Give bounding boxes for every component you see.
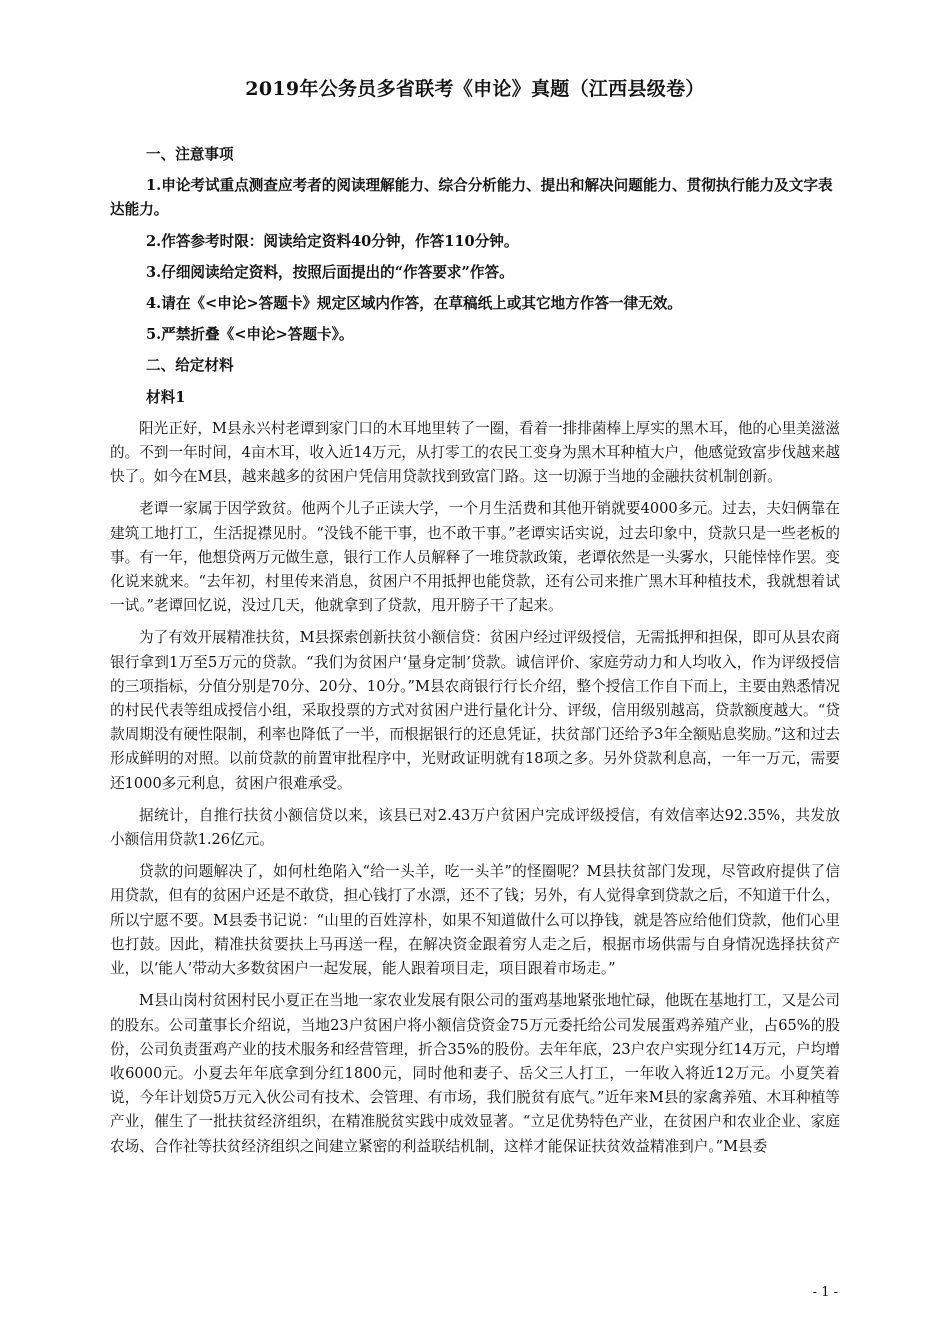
document-body (110, 143, 840, 1167)
document-title: 2019年公务员多省联考《申论》真题（江西县级卷） (245, 78, 705, 100)
material-paragraph: 为了有效开展精准扶贫，M县探索创新扶贫小额信贷：贫困户经过评级授信，无需抵押和担保，即可从县农商银行拿到1万至5万元的贷款。“我们为贫困户‘量身定制’贷款。诚信评价、家庭劳动力和人均收入，作为评级授信的三项指标，分值分别是70分、20分、10分。”M县农商银行行长介绍，整个授信工作自下而上，主要由熟悉情况的村民代表等组成授信小组，采取投票的方式对贫困户进行量化计分、评级，信用级别越高，贷款额度越大。“贷款周期没有硬性限制，利率也降低了一半，而根据银行的还息凭证，扶贫部门还给予3年全额贴息奖励。”这和过去形成鲜明的对照。以前贷款的前置审批程序中，光财政证明就有18项之多。另外贷款利息高，一年一万元，需要还1000多元利息，贫困户很难承受。 (110, 629, 840, 792)
material-paragraph: M县山岗村贫困村民小夏正在当地一家农业发展有限公司的蛋鸡基地紧张地忙碌，他既在基地打工，又是公司的股东。公司董事长介绍说，当地23户贫困户将小额信贷资金75万元委托给公司发展蛋鸡养殖产业，占65%的股份，公司负责蛋鸡产业的技术服务和经营管理，折合35%的股份。去年年底，23户农户实现分红14万元，户均增收6000元。小夏去年年底拿到分红1800元，同时他和妻子、岳父三人打工，一年收入将近12万元。小夏笑着说，今年计划贷5万元入伙公司有技术、会管理、有市场，我们脱贫有底气。”近年来M县的家禽养殖、木耳种植等产业，催生了一批扶贫经济组织，在精准脱贫实践中成效显著。“立足优势特色产业，在贫困户和农业企业、家庭农场、合作社等扶贫经济组织之间建立紧密的利益联结机制，这样才能保证扶贫效益精准到户。”M县委 (110, 992, 840, 1155)
material-paragraph: 阳光正好，M县永兴村老谭到家门口的木耳地里转了一圈，看着一排排菌棒上厚实的黑木耳，他的心里美滋滋的。不到一年时间，4亩木耳，收入近14万元，从打零工的农民工变身为黑木耳种植大户，他感觉致富步伐越来越快了。如今在M县，越来越多的贫困户凭信用贷款找到致富门路。这一切源于当地的金融扶贫机制创新。 (110, 419, 840, 486)
material-paragraph: 据统计，自推行扶贫小额信贷以来，该县已对2.43万户贫困户完成评级授信，有效信率达92.35%，共发放小额信用贷款1.26亿元。 (110, 806, 840, 849)
note-item: 5.严禁折叠《<申论>答题卡》。 (146, 326, 354, 344)
material-paragraph: 贷款的问题解决了，如何杜绝陷入“给一头羊，吃一头羊”的怪圈呢？M县扶贫部门发现，尽管政府提供了信用贷款，但有的贫困户还是不敢贷，担心钱打了水漂，还不了钱；另外，有人觉得拿到贷款之后，不知道干什么，所以宁愿不要。M县委书记说：“山里的百姓淳朴，如果不知道做什么可以挣钱，就是答应给他们贷款，他们心里也打鼓。因此，精准扶贫要扶上马再送一程，在解决资金跟着穷人走之后，根据市场供需与自身情况选择扶贫产业，以‘能人’带动大多数贫困户一起发展，能人跟着项目走，项目跟着市场走。” (110, 863, 840, 978)
material-label: 材料1 (146, 388, 186, 406)
note-item: 2.作答参考时限：阅读给定资料40分钟，作答110分钟。 (146, 232, 519, 250)
note-item: 3.仔细阅读给定资料，按照后面提出的“作答要求”作答。 (146, 263, 514, 281)
material-paragraph: 老谭一家属于因学致贫。他两个儿子正读大学，一个月生活费和其他开销就要4000多元。过去，夫妇俩靠在建筑工地打工，生活捉襟见肘。“没钱不能干事，也不敢干事。”老谭实话实说，过去印象中，贷款只是一些老板的事。有一年，他想贷两万元做生意，银行工作人员解释了一堆贷款政策，老谭依然是一头雾水，只能悻悻作罢。变化说来就来。“去年初，村里传来消息，贫困户不用抵押也能贷款，还有公司来推广黑木耳种植技术，我就想着试一试。”老谭回忆说，没过几天，他就拿到了贷款，甩开膀子干了起来。 (110, 500, 840, 615)
section-heading-notes: 一、注意事项 (146, 146, 234, 163)
page-number: - 1 - (812, 1285, 838, 1300)
note-item: 4.请在《<申论>答题卡》规定区域内作答，在草稿纸上或其它地方作答一律无效。 (146, 295, 682, 313)
note-item: 1.申论考试重点测查应考者的阅读理解能力、综合分析能力、提出和解决问题能力、贯彻执行能力及文字表达能力。 (110, 177, 833, 219)
section-heading-materials: 二、给定材料 (146, 357, 234, 375)
